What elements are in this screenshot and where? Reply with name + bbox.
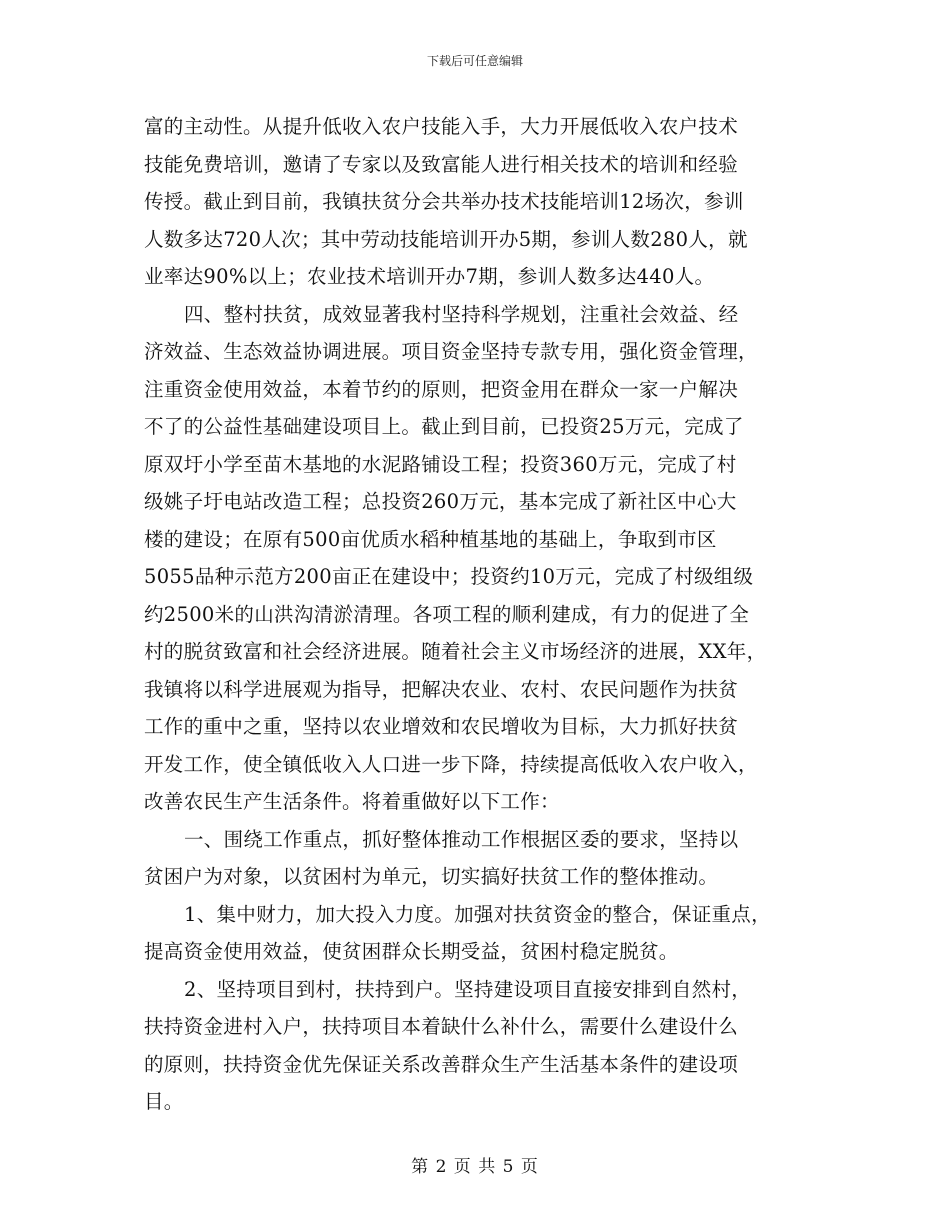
text-line: 四、整村扶贫，成效显著我村坚持科学规划，注重社会效益、经: [184, 302, 739, 326]
text-line: 2、坚持项目到村，扶持到户。坚持建设项目直接安排到自然村，: [184, 977, 752, 1001]
text-line: 注重资金使用效益，本着节约的原则，把资金用在群众一家一户解决: [144, 377, 739, 401]
page-header-note: 下载后可任意编辑: [426, 54, 523, 68]
text-line: 一、围绕工作重点，抓好整体推动工作根据区委的要求，坚持以: [184, 827, 739, 851]
text-line: 济效益、生态效益协调进展。项目资金坚持专款专用，强化资金管理，: [144, 340, 758, 363]
text-line: 级姚子圩电站改造工程；总投资260万元，基本完成了新社区中心大: [144, 490, 737, 513]
text-line: 1、集中财力，加大投入力度。加强对扶贫资金的整合，保证重点，: [184, 902, 771, 926]
text-line: 5055品种示范方200亩正在建设中；投资约10万元，完成了村级组级: [144, 565, 754, 588]
text-line: 业率达90%以上；农业技术培训开办7期，参训人数多达440人。: [144, 265, 715, 288]
text-line: 传授。截止到目前，我镇扶贫分会共举办技术技能培训12场次，参训: [144, 190, 744, 213]
text-line: 目。: [144, 1090, 184, 1113]
text-line: 富的主动性。从提升低收入农户技能入手，大力开展低收入农户技术: [144, 115, 739, 138]
text-line: 工作的重中之重，坚持以农业增效和农民增收为目标，大力抓好扶贫: [144, 715, 739, 738]
text-line: 提高资金使用效益，使贫困群众长期受益，贫困村稳定脱贫。: [144, 940, 679, 963]
body-text: [144, 108, 810, 1121]
text-line: 楼的建设；在原有500亩优质水稻种植基地的基础上，争取到市区: [144, 527, 717, 551]
text-line: 开发工作，使全镇低收入人口进一步下降，持续提高低收入农户收入，: [144, 752, 758, 776]
text-line: 原双圩小学至苗木基地的水泥路铺设工程；投资360万元，完成了村: [144, 452, 737, 476]
text-line: 扶持资金进村入户，扶持项目本着缺什么补什么，需要什么建设什么: [144, 1015, 739, 1038]
text-line: 贫困户为对象，以贫困村为单元，切实搞好扶贫工作的整体推动。: [144, 865, 719, 888]
text-line: 人数多达720人次；其中劳动技能培训开办5期，参训人数280人，就: [144, 227, 748, 251]
text-line: 我镇将以科学进展观为指导，把解决农业、农村、农民问题作为扶贫: [144, 677, 739, 701]
page-footer-number: 第 2 页 共 5 页: [411, 1157, 539, 1177]
text-line: 技能免费培训，邀请了专家以及致富能人进行相关技术的培训和经验: [144, 152, 739, 176]
text-line: 改善农民生产生活条件。将着重做好以下工作：: [144, 790, 560, 813]
text-line: 村的脱贫致富和社会经济进展。随着社会主义市场经济的进展，XX年，: [144, 640, 767, 663]
text-line: 不了的公益性基础建设项目上。截止到目前，已投资25万元，完成了: [144, 415, 744, 438]
text-line: 约2500米的山洪沟清淤清理。各项工程的顺利建成，有力的促进了全: [144, 602, 750, 626]
text-line: 的原则，扶持资金优先保证关系改善群众生产生活基本条件的建设项: [144, 1052, 739, 1076]
